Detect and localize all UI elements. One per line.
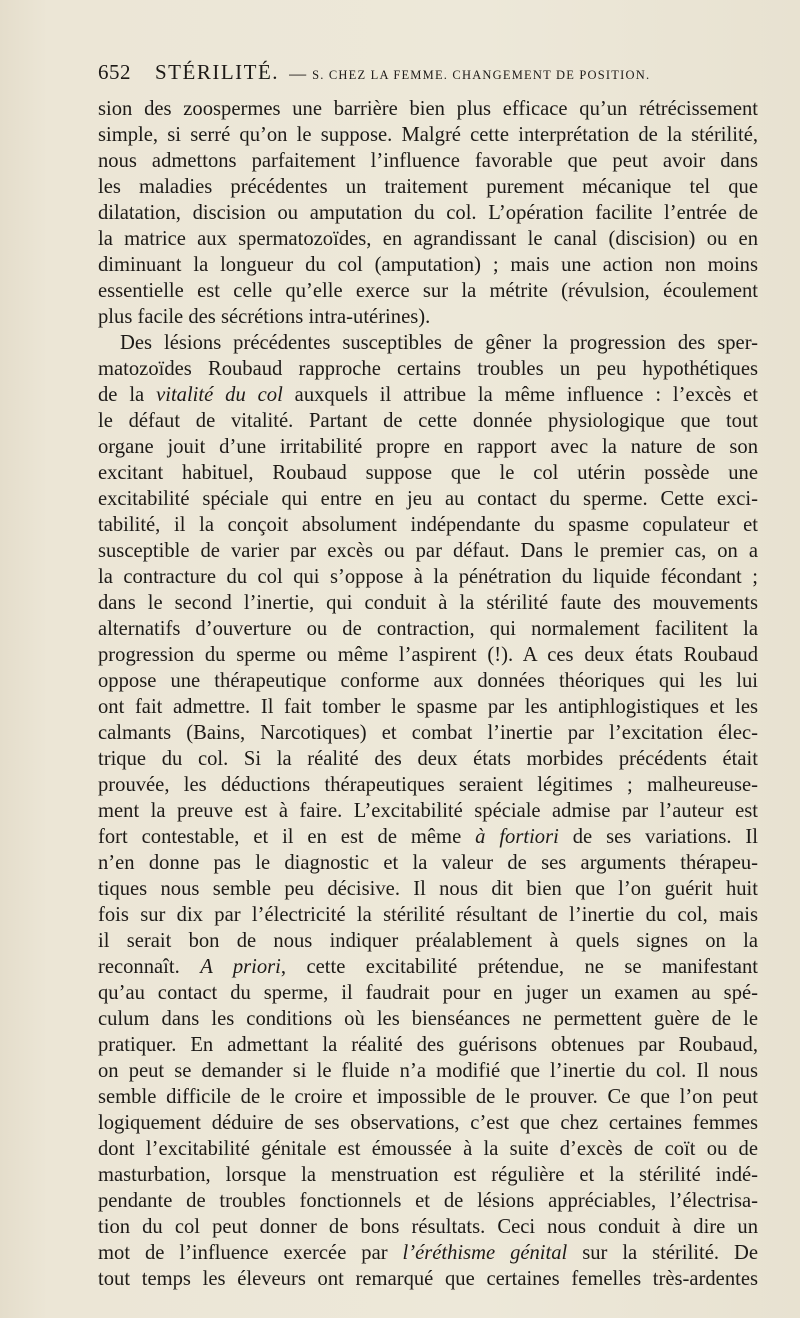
text-segment: mot de l’influence exercée par xyxy=(98,1242,403,1264)
text-line: calmants (Bains, Narcotiques) et combat l’inertie par l’excitation élec- xyxy=(98,722,758,744)
text-line: Des lésions précédentes susceptibles de gêner la progression des sper- xyxy=(120,332,758,354)
text-line: excitant habituel, Roubaud suppose que le col utérin possède une xyxy=(98,462,758,484)
text-line: les maladies précédentes un traitement purement mécanique tel que xyxy=(98,176,758,198)
text-line: dilatation, discision ou amputation du col. L’opération facilite l’entrée de xyxy=(98,202,758,224)
text-line: le défaut de vitalité. Partant de cette donnée physiologique que tout xyxy=(98,410,758,432)
text-line: pratiquer. En admettant la réalité des guérisons obtenues par Roubaud, xyxy=(98,1034,758,1056)
running-header xyxy=(98,60,758,90)
text-line: culum dans les conditions où les bienséances ne permettent guère de le xyxy=(98,1008,758,1030)
text-segment: , cette excitabilité prétendue, ne se manifestant xyxy=(280,956,758,978)
text-line xyxy=(98,382,758,408)
text-line: pendante de troubles fonctionnels et de lésions appréciables, l’électrisa- xyxy=(98,1190,758,1212)
text-line: excitabilité spéciale qui entre en jeu au contact du sperme. Cette exci- xyxy=(98,488,758,510)
text-line: logiquement déduire de ses observations, c’est que chez certaines femmes xyxy=(98,1112,758,1134)
text-segment: de la xyxy=(98,384,157,406)
header-dash: — xyxy=(289,64,307,83)
body-text xyxy=(98,96,758,1292)
text-line: simple, si serré qu’on le suppose. Malgré cette interprétation de la stérilité, xyxy=(98,124,758,146)
text-segment: reconnaît. xyxy=(98,956,201,978)
text-line: la matrice aux spermatozoïdes, en agrandissant le canal (discision) ou en xyxy=(98,228,758,250)
text-line: essentielle est celle qu’elle exerce sur la métrite (révulsion, écoulement xyxy=(98,280,758,302)
text-line: n’en donne pas le diagnostic et la valeur de ses arguments thérapeu- xyxy=(98,852,758,874)
text-line: plus facile des sécrétions intra-utérines). xyxy=(98,306,431,328)
text-line: prouvée, les déductions thérapeutiques seraient légitimes ; malheureuse- xyxy=(98,774,758,796)
text-line: nous admettons parfaitement l’influence favorable que peut avoir dans xyxy=(98,150,758,172)
text-segment: auxquels il attribue la même influence : l’excès et xyxy=(282,384,758,406)
italic-phrase: vitalité du col xyxy=(156,384,283,406)
text-line: alternatifs d’ouverture ou de contraction, qui normalement facilitent la xyxy=(98,618,758,640)
text-line: diminuant la longueur du col (amputation) ; mais une action non moins xyxy=(98,254,758,276)
text-segment: fort contestable, et il en est de même xyxy=(98,826,476,848)
text-line xyxy=(98,954,758,980)
text-line: trique du col. Si la réalité des deux états morbides précédents était xyxy=(98,748,758,770)
text-line: ment la preuve est à faire. L’excitabilité spéciale admise par l’auteur est xyxy=(98,800,758,822)
text-line: tiques nous semble peu décisive. Il nous dit bien que l’on guérit huit xyxy=(98,878,758,900)
text-line: il serait bon de nous indiquer préalablement à quels signes on la xyxy=(98,930,758,952)
text-line: masturbation, lorsque la menstruation est régulière et la stérilité indé- xyxy=(98,1164,758,1186)
text-line: tion du col peut donner de bons résultats. Ceci nous conduit à dire un xyxy=(98,1216,758,1238)
text-line: fois sur dix par l’électricité la stérilité résultant de l’inertie du col, mais xyxy=(98,904,758,926)
text-line: organe jouit d’une irritabilité propre en rapport avec la nature de son xyxy=(98,436,758,458)
text-line: susceptible de varier par excès ou par défaut. Dans le premier cas, on a xyxy=(98,540,758,562)
text-line: dans le second l’inertie, qui conduit à la stérilité faute des mouvements xyxy=(98,592,758,614)
italic-phrase: à fortiori xyxy=(475,826,559,848)
text-line: progression du sperme ou même l’aspirent (!). A ces deux états Roubaud xyxy=(98,644,758,666)
header-title: STÉRILITÉ. xyxy=(155,60,280,84)
page-number: 652 xyxy=(98,60,131,84)
italic-phrase: l’éréthisme génital xyxy=(402,1242,568,1264)
italic-phrase: A priori xyxy=(200,956,281,978)
text-line: sion des zoospermes une barrière bien plus efficace qu’un rétrécissement xyxy=(98,98,758,120)
text-line xyxy=(98,1240,758,1266)
text-line: oppose une thérapeutique conforme aux données théoriques qui les lui xyxy=(98,670,758,692)
text-line: matozoïdes Roubaud rapproche certains troubles un peu hypothétiques xyxy=(98,358,758,380)
text-segment: de ses variations. Il xyxy=(558,826,758,848)
text-line: la contracture du col qui s’oppose à la pénétration du liquide fécondant ; xyxy=(98,566,758,588)
text-line: ont fait admettre. Il fait tomber le spasme par les antiphlogistiques et les xyxy=(98,696,758,718)
text-segment: sur la stérilité. De xyxy=(567,1242,758,1264)
header-subtitle: S. CHEZ LA FEMME. CHANGEMENT DE POSITION. xyxy=(312,68,651,82)
text-line: qu’au contact du sperme, il faudrait pour en juger un examen au spé- xyxy=(98,982,758,1004)
text-line: semble difficile de le croire et impossible de le prouver. Ce que l’on peut xyxy=(98,1086,758,1108)
text-line xyxy=(98,824,758,850)
text-line: tabilité, il la conçoit absolument indépendante du spasme copulateur et xyxy=(98,514,758,536)
text-line: tout temps les éleveurs ont remarqué que certaines femelles très-ardentes xyxy=(98,1268,758,1290)
text-line: on peut se demander si le fluide n’a modifié que l’inertie du col. Il nous xyxy=(98,1060,758,1082)
text-line: dont l’excitabilité génitale est émoussée à la suite d’excès de coït ou de xyxy=(98,1138,758,1160)
